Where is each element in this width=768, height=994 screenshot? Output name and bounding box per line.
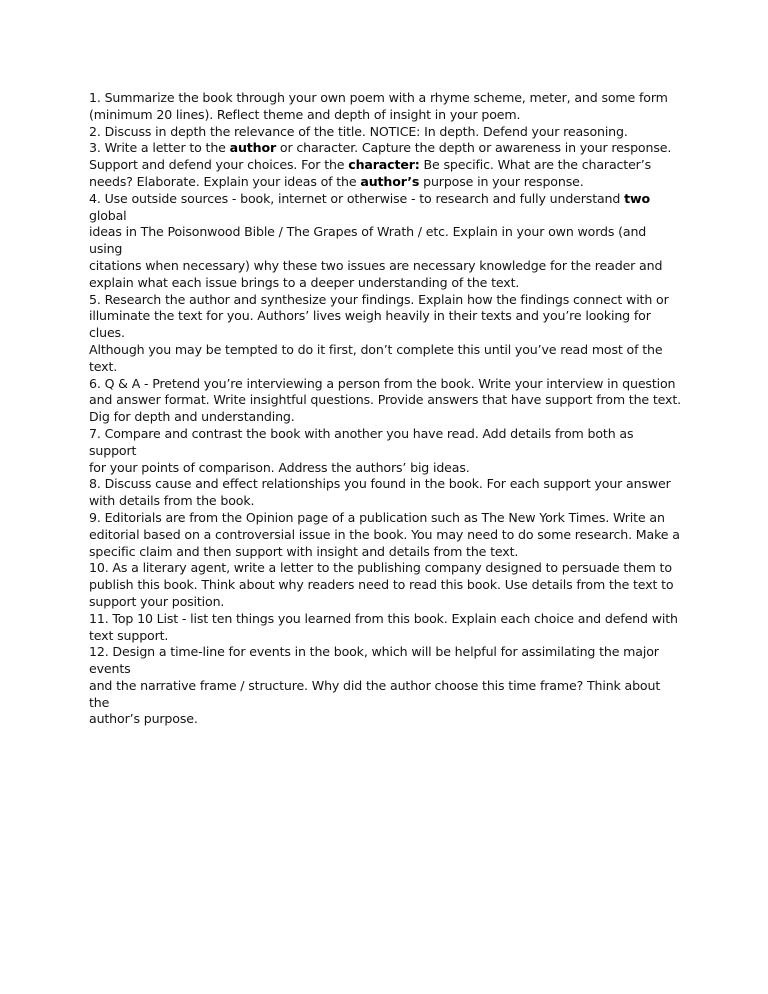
text-line: with details from the book. [89,493,255,509]
text-line: 5. Research the author and synthesize your findings. Explain how the findings connect with or [89,291,669,307]
text-line: support [89,442,137,458]
text-line: specific claim and then support with insight and details from the text. [89,543,519,559]
assignment-item-10 [89,560,689,610]
assignment-item-6 [89,376,689,426]
bold-text-authors: author’s [360,173,420,189]
bold-text-character: character: [348,157,420,173]
text-line: 10. As a literary agent, write a letter to the publishing company designed to persuade them to [89,560,672,576]
text-line: editorial based on a controversial issue in the book. You may need to do some research. Make a [89,526,680,542]
text-line: 7. Compare and contrast the book with another you have read. Add details from both as [89,425,634,441]
assignment-item-8 [89,476,689,510]
text-line: using [89,241,123,257]
text-run: needs? Elaborate. Explain your ideas of the [89,173,361,189]
text-line: 8. Discuss cause and effect relationships you found in the book. For each support your answer [89,476,671,492]
text-line: Dig for depth and understanding. [89,409,295,425]
text-line: the [89,694,110,710]
assignment-item-9 [89,510,689,560]
text-line: explain what each issue brings to a deeper understanding of the text. [89,274,520,290]
text-line: citations when necessary) why these two issues are necessary knowledge for the reader and [89,257,663,273]
text-line: text support. [89,627,169,643]
text-run: or character. Capture the depth or awareness in your response. [276,140,672,156]
text-line: 9. Editorials are from the Opinion page of a publication such as The New York Times. Write an [89,509,665,525]
text-run: Be specific. What are the character’s [419,157,651,173]
text-line: publish this book. Think about why readers need to read this book. Use details from the text to [89,577,674,593]
text-line: ideas in The Poisonwood Bible / The Grapes of Wrath / etc. Explain in your own words (and [89,224,647,240]
text-run: purpose in your response. [419,173,584,189]
text-line: 11. Top 10 List - list ten things you learned from this book. Explain each choice and defend with [89,610,678,626]
text-line [89,157,689,174]
text-line: events [89,661,131,677]
assignment-item-2 [89,124,689,141]
text-line: 2. Discuss in depth the relevance of the title. NOTICE: In depth. Defend your reasoning. [89,123,628,139]
assignment-item-11 [89,611,689,645]
text-line: and the narrative frame / structure. Why did the author choose this time frame? Think about [89,677,661,693]
text-line: author’s purpose. [89,711,198,727]
text-line: Although you may be tempted to do it first, don’t complete this until you’ve read most of the [89,341,663,357]
text-line: global [89,207,127,223]
assignment-item-5 [89,292,689,376]
text-line: for your points of comparison. Address the authors’ big ideas. [89,459,470,475]
assignment-item-7 [89,426,689,476]
text-line: illuminate the text for you. Authors’ lives weigh heavily in their texts and you’re looking for [89,308,651,324]
text-line: 12. Design a time-line for events in the book, which will be helpful for assimilating the major [89,644,659,660]
assignment-item-3 [89,140,689,190]
text-run: 4. Use outside sources - book, internet or otherwise - to research and fully understand [89,190,625,206]
text-line: support your position. [89,593,225,609]
assignment-list [89,90,689,728]
assignment-item-12 [89,644,689,728]
text-line [89,140,689,157]
text-line: (minimum 20 lines). Reflect theme and depth of insight in your poem. [89,106,521,122]
text-line: 1. Summarize the book through your own poem with a rhyme scheme, meter, and some form [89,90,668,105]
text-line: clues. [89,325,125,341]
assignment-item-4 [89,191,689,292]
text-line: text. [89,358,118,374]
text-line [89,191,689,208]
text-line: and answer format. Write insightful questions. Provide answers that have support from the text. [89,392,681,408]
text-run: Support and defend your choices. For the [89,157,349,173]
assignment-item-1 [89,90,689,124]
text-line: 6. Q & A - Pretend you’re interviewing a person from the book. Write your interview in question [89,375,676,391]
bold-text-author: author [229,140,277,156]
text-run: 3. Write a letter to the [89,140,230,156]
bold-text-two: two [624,190,650,206]
text-line [89,174,689,191]
